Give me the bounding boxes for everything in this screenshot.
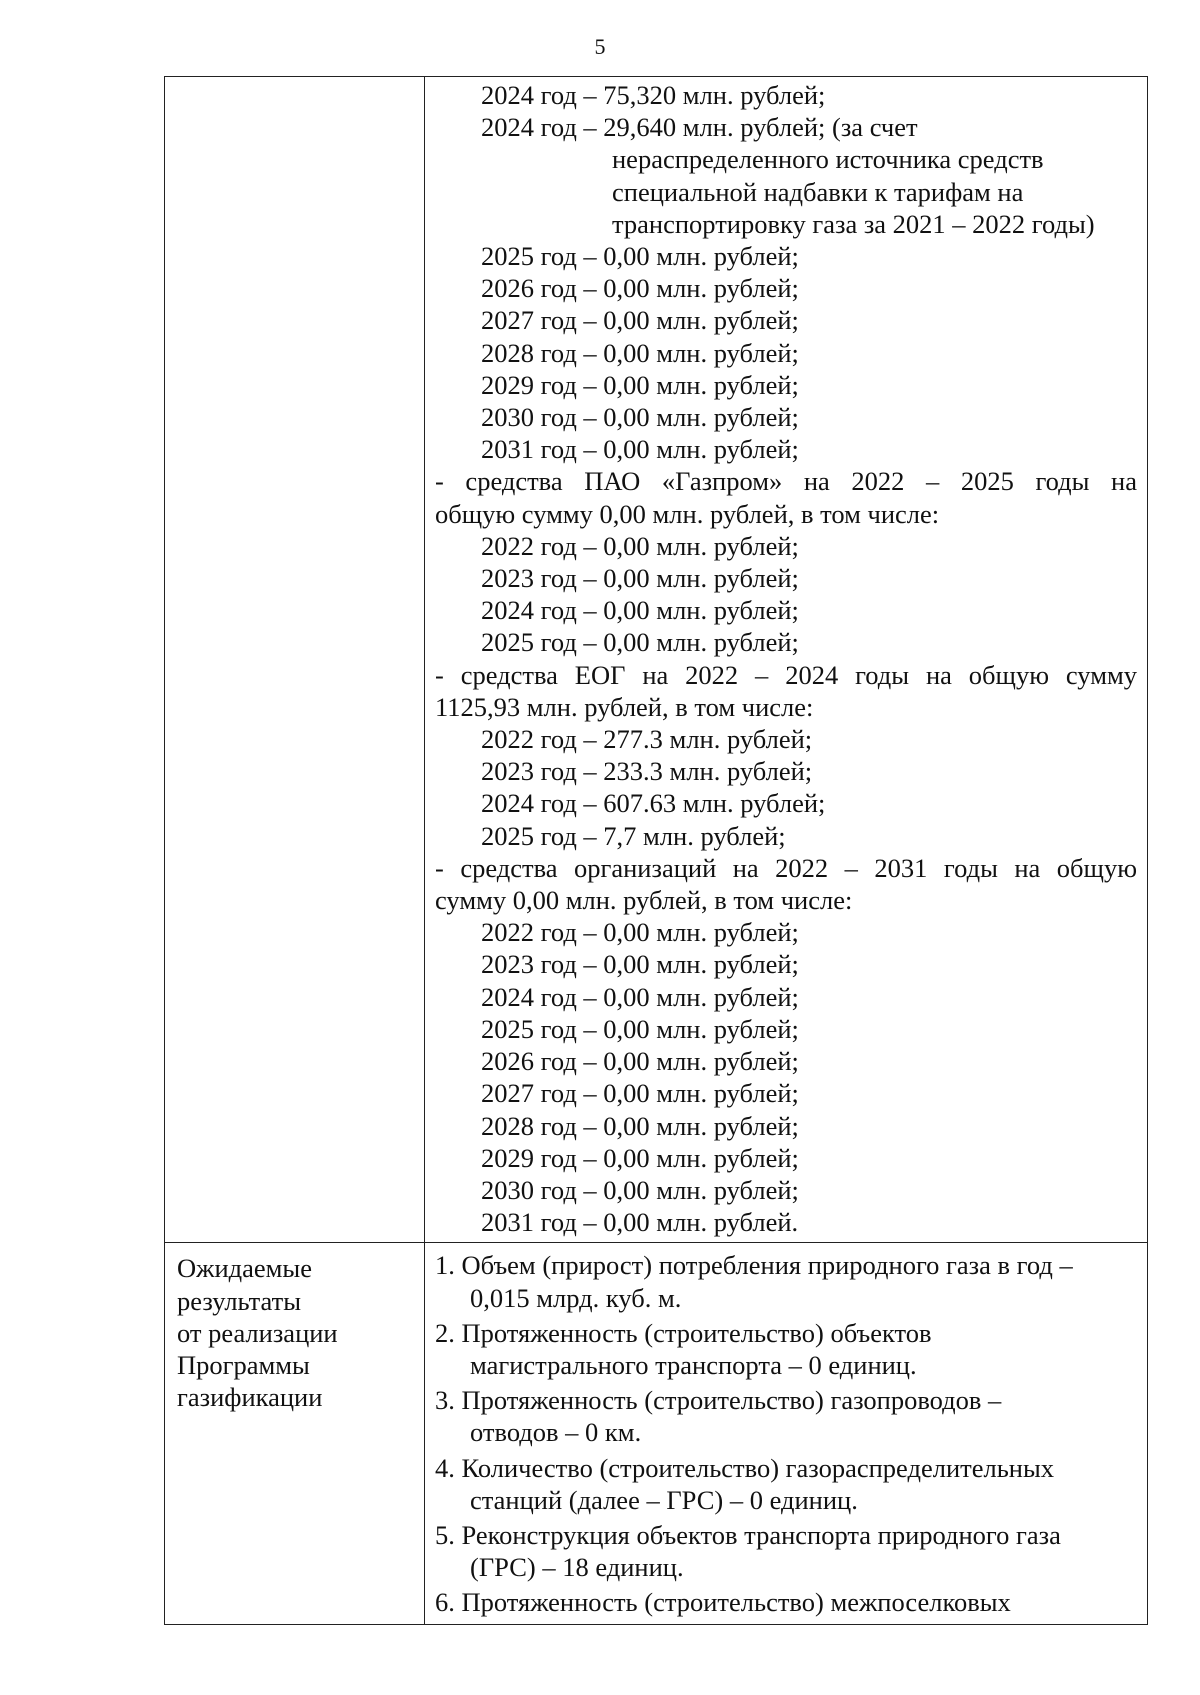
result-item — [435, 1317, 1137, 1381]
result-item-continuation: (ГРС) – 18 единиц. — [470, 1552, 684, 1583]
result-item-continuation: магистрального транспорта – 0 единиц. — [470, 1349, 917, 1380]
financing-year-line: 2028 год – 0,00 млн. рублей; — [481, 337, 799, 368]
gazprom-source-line: - средства ПАО «Газпром» на 2022 – 2025 годы на — [435, 466, 1137, 497]
financing-content-cell — [425, 77, 1148, 1243]
orgs-year-line: 2028 год – 0,00 млн. рублей; — [481, 1110, 799, 1141]
orgs-year-line: 2031 год – 0,00 млн. рублей. — [481, 1207, 799, 1238]
eog-year-line: 2024 год – 607.63 млн. рублей; — [481, 788, 826, 819]
orgs-year-line: 2024 год – 0,00 млн. рублей; — [481, 981, 799, 1012]
result-item-text: 1. Объем (прирост) потребления природного газа в год – — [435, 1250, 1073, 1281]
orgs-source-line: сумму 0,00 млн. рублей, в том числе: — [435, 885, 853, 916]
result-item — [435, 1249, 1137, 1313]
page-number: 5 — [594, 34, 606, 59]
financing-label-cell — [165, 77, 425, 1243]
results-label-line: газификации — [177, 1382, 323, 1413]
result-item-text: 4. Количество (строительство) газораспределительных — [435, 1452, 1055, 1483]
results-row — [165, 1243, 1148, 1624]
eog-year-line: 2023 год – 233.3 млн. рублей; — [481, 756, 813, 787]
result-item-continuation: станций (далее – ГРС) – 0 единиц. — [470, 1484, 858, 1515]
result-item-text: 5. Реконструкция объектов транспорта природного газа — [435, 1519, 1061, 1550]
result-item — [435, 1452, 1137, 1516]
result-item-continuation: 0,015 млрд. куб. м. — [470, 1282, 682, 1313]
eog-source-line: 1125,93 млн. рублей, в том числе: — [435, 691, 814, 722]
result-item-continuation: отводов – 0 км. — [470, 1417, 642, 1448]
financing-note-line: нераспределенного источника средств — [612, 144, 1044, 175]
results-label-line: результаты — [177, 1285, 301, 1316]
orgs-year-line: 2025 год – 0,00 млн. рублей; — [481, 1013, 799, 1044]
gazprom-year-line: 2023 год – 0,00 млн. рублей; — [481, 563, 799, 594]
eog-year-line: 2022 год – 277.3 млн. рублей; — [481, 724, 813, 755]
financing-row — [165, 77, 1148, 1243]
financing-line: 2024 год – 75,320 млн. рублей; — [481, 80, 826, 110]
results-label-cell — [165, 1243, 425, 1624]
result-item-text: 3. Протяженность (строительство) газопроводов – — [435, 1385, 1002, 1416]
orgs-year-line: 2030 год – 0,00 млн. рублей; — [481, 1174, 799, 1205]
financing-year-line: 2029 год – 0,00 млн. рублей; — [481, 369, 799, 400]
eog-year-line: 2025 год – 7,7 млн. рублей; — [481, 820, 786, 851]
financing-year-line: 2030 год – 0,00 млн. рублей; — [481, 402, 799, 433]
orgs-year-line: 2023 год – 0,00 млн. рублей; — [481, 949, 799, 980]
financing-year-line: 2025 год – 0,00 млн. рублей; — [481, 241, 799, 272]
financing-year-line: 2026 год – 0,00 млн. рублей; — [481, 273, 799, 304]
result-item-text: 2. Протяженность (строительство) объектов — [435, 1317, 932, 1348]
results-content-cell — [425, 1243, 1148, 1624]
gazprom-source-line: общую сумму 0,00 млн. рублей, в том числе: — [435, 498, 940, 529]
result-item — [435, 1586, 1137, 1618]
results-label-line: от реализации — [177, 1317, 338, 1348]
gazprom-year-line: 2025 год – 0,00 млн. рублей; — [481, 627, 799, 658]
orgs-year-line: 2026 год – 0,00 млн. рублей; — [481, 1046, 799, 1077]
orgs-year-line: 2027 год – 0,00 млн. рублей; — [481, 1078, 799, 1109]
result-item-text: 6. Протяженность (строительство) межпоселковых — [435, 1587, 1011, 1618]
financing-year-line: 2031 год – 0,00 млн. рублей; — [481, 434, 799, 465]
results-label-line: Программы — [177, 1349, 310, 1380]
eog-source-line: - средства ЕОГ на 2022 – 2024 годы на общую сумму — [435, 659, 1137, 690]
program-passport-table — [164, 76, 1148, 1625]
orgs-year-line: 2022 год – 0,00 млн. рублей; — [481, 917, 799, 948]
orgs-source-line: - средства организаций на 2022 – 2031 годы на общую — [435, 852, 1137, 883]
financing-note-line: специальной надбавки к тарифам на — [612, 176, 1024, 207]
gazprom-year-line: 2024 год – 0,00 млн. рублей; — [481, 595, 799, 626]
result-item — [435, 1384, 1137, 1448]
results-label-line: Ожидаемые — [177, 1253, 312, 1284]
financing-year-line: 2027 год – 0,00 млн. рублей; — [481, 305, 799, 336]
result-item — [435, 1519, 1137, 1583]
financing-line: 2024 год – 29,640 млн. рублей; (за счет — [481, 112, 918, 143]
orgs-year-line: 2029 год – 0,00 млн. рублей; — [481, 1142, 799, 1173]
financing-note-line: транспортировку газа за 2021 – 2022 годы) — [612, 208, 1095, 239]
gazprom-year-line: 2022 год – 0,00 млн. рублей; — [481, 530, 799, 561]
